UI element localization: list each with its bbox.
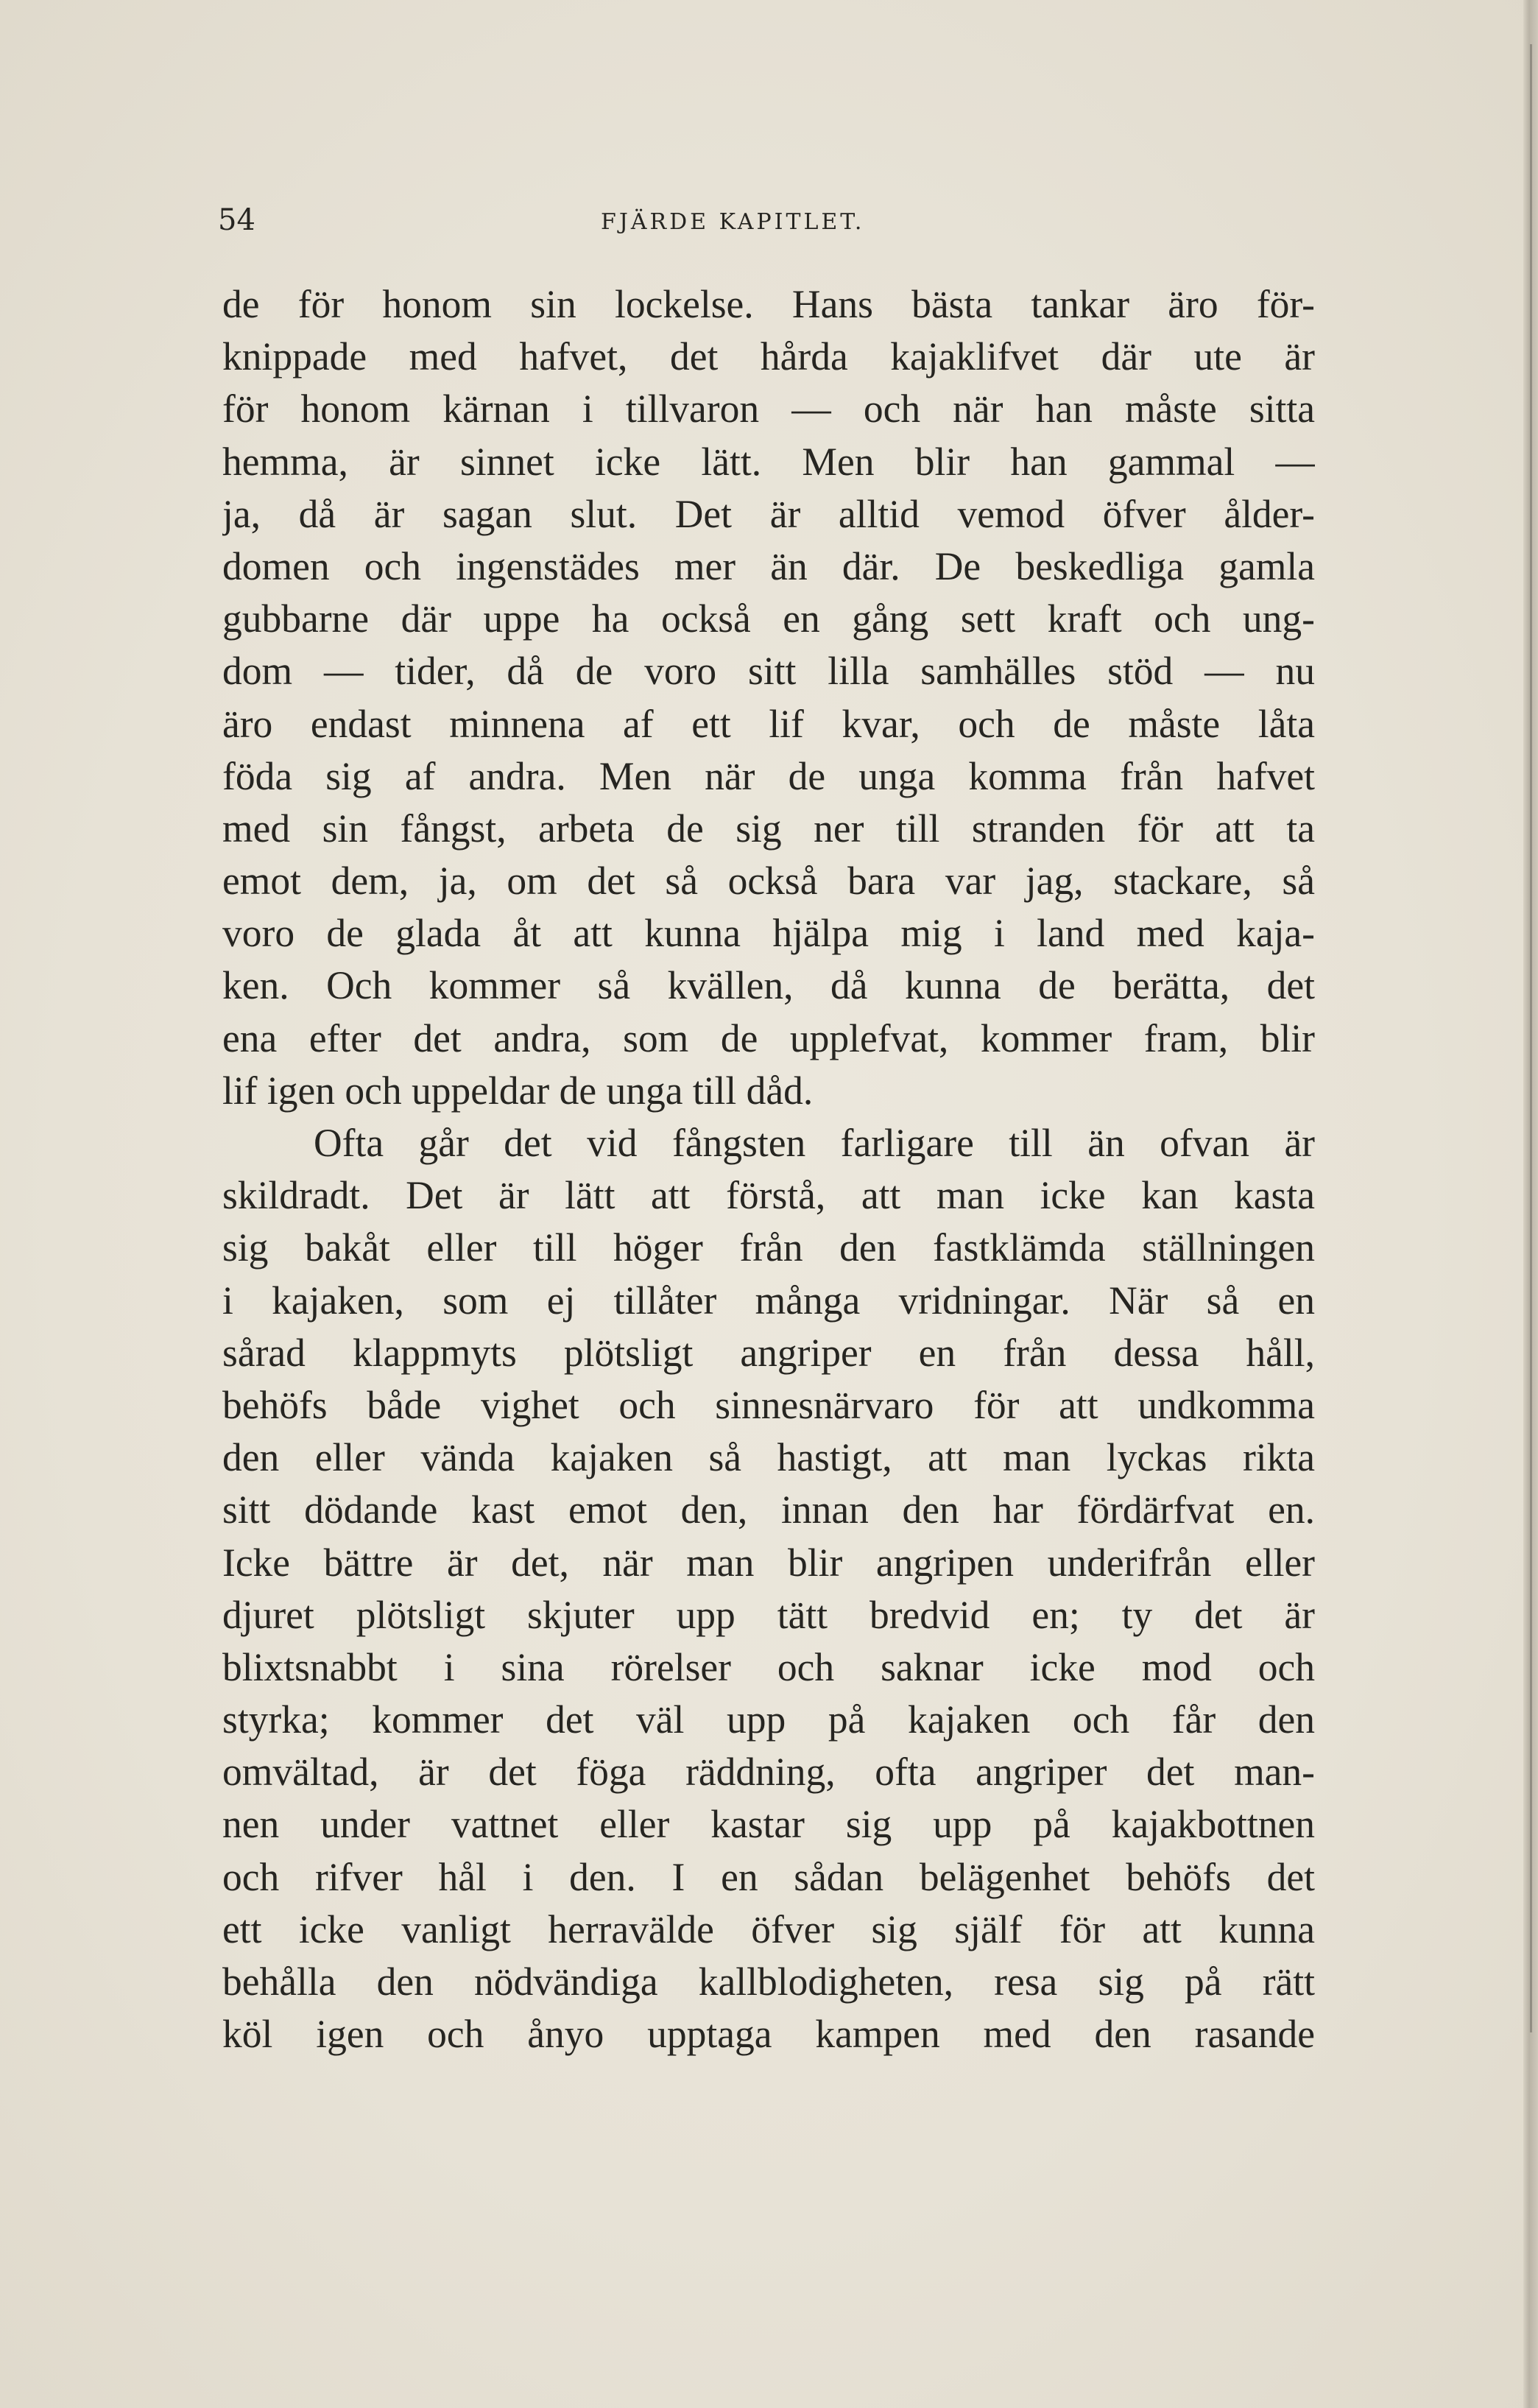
body-text <box>222 278 1315 2060</box>
text-line: den eller vända kajaken så hastigt, att man lyckas rikta <box>222 1435 1315 1480</box>
text-line: med sin fångst, arbeta de sig ner till stranden för att ta <box>222 806 1315 851</box>
text-line: hemma, är sinnet icke lätt. Men blir han gammal — <box>222 439 1315 484</box>
text-line: styrka; kommer det väl upp på kajaken och får den <box>222 1697 1315 1742</box>
text-line: ena efter det andra, som de upplefvat, kommer fram, blir <box>222 1015 1315 1060</box>
text-line: dom — tider, då de voro sitt lilla samhälles stöd — nu <box>222 649 1315 694</box>
text-line: ja, då är sagan slut. Det är alltid vemod öfver ålder- <box>222 491 1315 536</box>
text-line: Icke bättre är det, när man blir angripen underifrån eller <box>222 1540 1315 1585</box>
text-line: för honom kärnan i tillvaron — och när han måste sitta <box>222 387 1315 432</box>
text-line: nen under vattnet eller kastar sig upp på kajakbottnen <box>222 1802 1315 1847</box>
text-line: och rifver hål i den. I en sådan belägenhet behöfs det <box>222 1854 1315 1899</box>
text-line: i kajaken, som ej tillåter många vridningar. När så en <box>222 1278 1315 1323</box>
running-head <box>218 203 1313 247</box>
text-line: domen och ingenstädes mer än där. De beskedliga gamla <box>222 543 1315 588</box>
text-line-paragraph-end: lif igen och uppeldar de unga till dåd. <box>222 1068 814 1113</box>
text-line: ken. Och kommer så kvällen, då kunna de berätta, det <box>222 963 1315 1008</box>
text-line: blixtsnabbt i sina rörelser och saknar icke mod och <box>222 1644 1315 1689</box>
text-line: sitt dödande kast emot den, innan den har fördärfvat en. <box>222 1488 1315 1532</box>
text-line: äro endast minnena af ett lif kvar, och de måste låta <box>222 701 1315 746</box>
text-line: behöfs både vighet och sinnesnärvaro för att undkomma <box>222 1382 1315 1427</box>
text-line: köl igen och ånyo upptaga kampen med den rasande <box>222 2012 1315 2057</box>
text-line: de för honom sin lockelse. Hans bästa tankar äro för- <box>222 282 1315 326</box>
text-line: djuret plötsligt skjuter upp tätt bredvid en; ty det är <box>222 1592 1315 1637</box>
page-number: 54 <box>218 203 255 237</box>
text-line: omvältad, är det föga räddning, ofta angriper det man- <box>222 1750 1315 1795</box>
text-line: sig bakåt eller till höger från den fastklämda ställningen <box>222 1225 1315 1270</box>
text-line: gubbarne där uppe ha också en gång sett kraft och ung- <box>222 596 1315 641</box>
text-line: knippade med hafvet, det hårda kajaklifvet där ute är <box>222 334 1315 379</box>
text-line: ett icke vanligt herravälde öfver sig själf för att kunna <box>222 1907 1315 1951</box>
chapter-title: FJÄRDE KAPITLET. <box>601 209 865 235</box>
text-line: skildradt. Det är lätt att förstå, att man icke kan kasta <box>222 1173 1315 1218</box>
text-line: behålla den nödvändiga kallblodigheten, resa sig på rätt <box>222 1960 1315 2004</box>
page-edge-line <box>1530 44 1532 2032</box>
text-line: föda sig af andra. Men när de unga komma från hafvet <box>222 753 1315 798</box>
text-line: emot dem, ja, om det så också bara var jag, stackare, så <box>222 859 1315 904</box>
text-line: sårad klappmyts plötsligt angriper en från dessa håll, <box>222 1330 1315 1375</box>
text-line-paragraph-start: Ofta går det vid fångsten farligare till än ofvan är <box>314 1121 1315 1165</box>
text-line: voro de glada åt att kunna hjälpa mig i land med kaja- <box>222 911 1315 956</box>
